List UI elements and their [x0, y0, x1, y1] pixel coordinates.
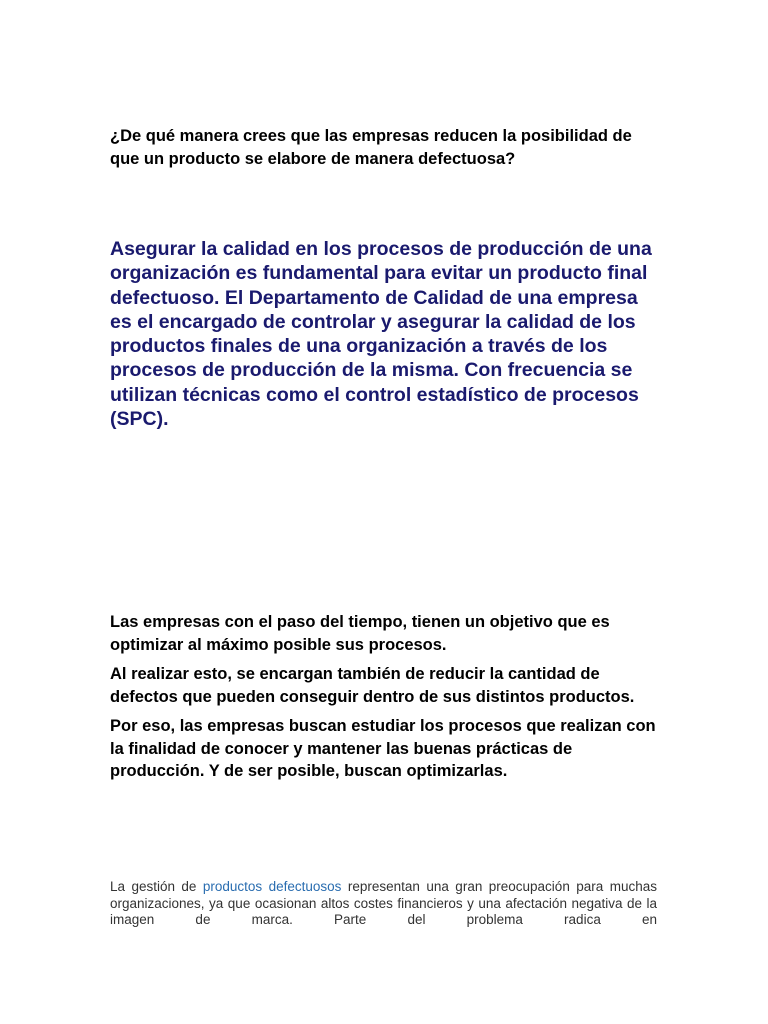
footer-text-end: representan una gran preocupación para muchas organizaciones, ya que ocasionan altos costes financieros y una afectación negativa de la imagen de marca. Parte del problema radica en: [110, 879, 657, 927]
explanation-section: [110, 611, 660, 790]
explanation-paragraph-3: Por eso, las empresas buscan estudiar los procesos que realizan con la finalidad de conocer y mantener las buenas prácticas de producción. Y de ser posible, buscan optimizarlas.: [110, 717, 656, 780]
defective-products-link[interactable]: productos defectuosos: [202, 879, 342, 894]
question-heading: ¿De qué manera crees que las empresas reducen la posibilidad de que un producto se elabore de manera defectuosa?: [110, 127, 632, 168]
explanation-paragraph-2: Al realizar esto, se encargan también de reducir la cantidad de defectos que pueden conseguir dentro de sus distintos productos.: [110, 665, 635, 706]
explanation-paragraph-1: Las empresas con el paso del tiempo, tienen un objetivo que es optimizar al máximo posible sus procesos.: [110, 613, 610, 654]
footer-text-start: La gestión de: [110, 879, 203, 894]
footer-paragraph: [110, 879, 657, 929]
answer-paragraph: Asegurar la calidad en los procesos de producción de una organización es fundamental para evitar un producto final defectuoso. El Departamento de Calidad de una empresa es el encargado de controlar y asegurar la calidad de los productos finales de una organización a través de los procesos de producción de la misma. Con frecuencia se utilizan técnicas como el control estadístico de procesos (SPC).: [110, 238, 652, 431]
